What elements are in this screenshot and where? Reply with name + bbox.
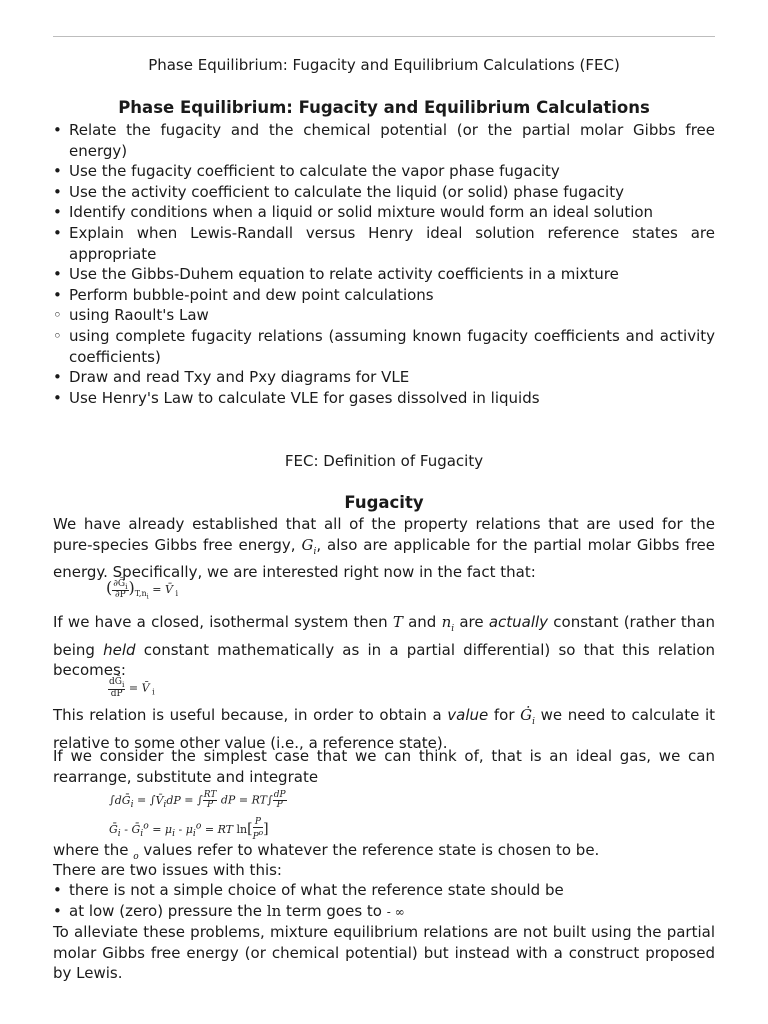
- bullet-icon: •: [53, 901, 62, 920]
- sub-bullet-icon: ◦: [53, 306, 62, 325]
- bullet-icon: •: [53, 368, 62, 387]
- section-header: Phase Equilibrium: Fugacity and Equilibrium Calculations (FEC): [148, 56, 620, 74]
- paragraph: If we consider the simplest case that we can think of, that is an ideal gas, we can rearrange, substitute and integrate: [53, 747, 715, 786]
- paragraph: If we have a closed, isothermal system then T and $n_i$ are actually constant (rather than being held constant mathematically as in a partial differential) so that this relation becomes:: [53, 613, 716, 680]
- list-item: • Use Henry's Law to calculate VLE for gases dissolved in liquids: [53, 388, 540, 407]
- list-item: • Use the activity coefficient to calculate the liquid (or solid) phase fugacity: [53, 182, 624, 201]
- bullet-icon: •: [53, 203, 62, 222]
- bullet-icon: •: [53, 162, 62, 181]
- paragraph: We have already established that all of the property relations that are used for the pure-species Gibbs free energy, $G_i$, also are applicable for the partial molar Gibbs free energy. Specifically, we are interested right now in the fact that:: [53, 515, 715, 582]
- bullet-icon: •: [53, 223, 62, 242]
- list-item: • Explain when Lewis-Randall versus Henry ideal solution reference states are appropriate: [53, 223, 715, 263]
- equation: ∫dḠ$_i$ = $\int V̄_idP$ = ∫ $\frac{RT}{P}$ dP = RT∫ $\frac{dP}{P}$: [109, 790, 286, 810]
- sub-bullet-icon: ◦: [53, 326, 62, 345]
- list-item: • Relate the fugacity and the chemical potential (or the partial molar Gibbs free energy): [53, 121, 715, 160]
- bullet-icon: •: [53, 285, 62, 304]
- list-item: • Use the fugacity coefficient to calculate the vapor phase fugacity: [53, 162, 560, 181]
- list-item: ◦ using Raoult's Law: [53, 306, 209, 325]
- bullet-icon: •: [53, 388, 62, 407]
- paragraph: There are two issues with this:: [53, 861, 282, 879]
- paragraph: To alleviate these problems, mixture equilibrium relations are not built using the partial molar Gibbs free energy (or chemical potential) but instead with a construct proposed by Lewis.: [53, 923, 715, 983]
- paragraph: This relation is useful because, in order to obtain a value for $Ġ_i$ we need to calculate it relative to some other value (i.e., a reference state).: [53, 706, 715, 752]
- list-item: • Perform bubble-point and dew point calculations: [53, 285, 434, 304]
- paragraph: where the $_o$ values refer to whatever the reference state is chosen to be.: [53, 841, 600, 862]
- list-item: ◦ using complete fugacity relations (assuming known fugacity coefficients and activity coefficients): [53, 326, 715, 366]
- bullet-icon: •: [53, 182, 62, 201]
- objectives-list: [53, 120, 715, 408]
- list-item: • Draw and read Txy and Pxy diagrams for VLE: [53, 368, 410, 387]
- top-divider: [53, 36, 715, 37]
- bullet-icon: •: [53, 121, 62, 139]
- list-item: • Use the Gibbs-Duhem equation to relate activity coefficients in a mixture: [53, 265, 619, 284]
- issues-list: [53, 880, 715, 922]
- section-header: FEC: Definition of Fugacity: [284, 452, 484, 470]
- list-item: • there is not a simple choice of what the reference state should be: [53, 881, 564, 899]
- section-title: Fugacity: [344, 493, 424, 512]
- section-title: Phase Equilibrium: Fugacity and Equilibrium Calculations: [118, 98, 650, 117]
- equation: $\frac{dḠ_i}{dP}$ = V̄ $_i$: [109, 677, 155, 699]
- equation: ( $\frac{\partial Ḡ_i}{\partial P}$ )$_{T,n_i}$ = V̄ $_i$: [106, 578, 179, 601]
- bullet-icon: •: [53, 265, 62, 284]
- equation: Ḡ$_i$ - Ḡ$_i^o$ = $\mu_i - \mu_i^o$ = RT ln[ $\frac{P}{P^o}$ ]: [109, 817, 269, 842]
- list-item: • Identify conditions when a liquid or solid mixture would form an ideal solution: [53, 203, 654, 222]
- list-item: • at low (zero) pressure the ln term goes to - ∞: [53, 901, 405, 920]
- bullet-icon: •: [53, 881, 62, 899]
